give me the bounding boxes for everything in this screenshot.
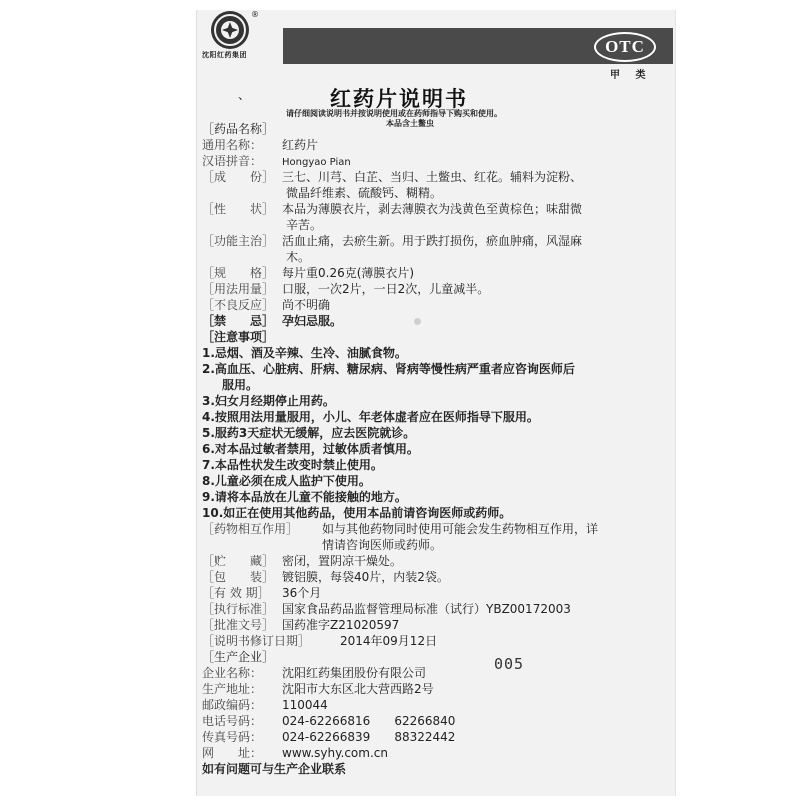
generic-name-label: 通用名称： bbox=[202, 138, 263, 152]
otc-badge: OTC bbox=[594, 32, 656, 62]
package-value: 镀铝膜，每袋40片，内装2袋。 bbox=[282, 570, 449, 584]
package-label: ［包 装］ bbox=[202, 570, 275, 584]
indications-label: ［功能主治］ bbox=[202, 234, 275, 248]
character-row bbox=[202, 202, 582, 217]
character-cont: 辛苦。 bbox=[286, 218, 323, 232]
approval-value: 国药准字Z21020597 bbox=[282, 618, 400, 632]
website-label: 网 址： bbox=[202, 746, 263, 760]
indications-row bbox=[202, 234, 582, 249]
dosage-value: 口服，一次2片，一日2次，儿童减半。 bbox=[282, 282, 490, 296]
precaution-item: 5.服药3天症状无缓解，应去医院就诊。 bbox=[202, 426, 416, 440]
standard-row bbox=[202, 602, 571, 617]
interaction-row bbox=[202, 522, 598, 537]
fax-label: 传真号码： bbox=[202, 730, 263, 744]
indications-value: 活血止痛，去瘀生新。用于跌打损伤，瘀血肿痛，风湿麻 bbox=[282, 234, 583, 248]
precaution-item: 7.本品性状发生改变时禁止使用。 bbox=[202, 458, 383, 472]
website-row bbox=[202, 746, 388, 761]
ingredients-row bbox=[202, 170, 582, 185]
precaution-item: 4.按照用法用量服用，小儿、年老体虚者应在医师指导下服用。 bbox=[202, 410, 539, 424]
specification-value: 每片重0.26克(薄膜衣片) bbox=[282, 266, 415, 280]
fax-value: 024-62266839 88322442 bbox=[282, 730, 456, 744]
precaution-item: 10.如正在使用其他药品，使用本品前请咨询医师或药师。 bbox=[202, 506, 512, 520]
contra-row bbox=[202, 314, 342, 329]
logo-emblem-icon bbox=[210, 10, 250, 50]
standard-value: 国家食品药品监督管理局标准（试行）YBZ00172003 bbox=[282, 602, 571, 616]
character-label: ［性 状］ bbox=[202, 202, 275, 216]
company-value: 沈阳红药集团股份有限公司 bbox=[282, 666, 427, 680]
footer-note: 如有问题可与生产企业联系 bbox=[202, 762, 347, 776]
handwritten-number: 005 bbox=[494, 655, 525, 673]
company-row bbox=[202, 666, 426, 681]
website-value: www.syhy.com.cn bbox=[282, 746, 388, 760]
validity-value: 36个月 bbox=[282, 586, 322, 600]
precaution-item: 1.忌烟、酒及辛辣、生冷、油腻食物。 bbox=[202, 346, 407, 360]
page-title: 红药片说明书 bbox=[330, 87, 468, 111]
subtitle-warning: 请仔细阅读说明书并按说明使用或在药师指导下购买和使用。 bbox=[286, 109, 502, 118]
address-row bbox=[202, 682, 434, 697]
generic-name-value: 红药片 bbox=[282, 138, 319, 152]
dosage-label: ［用法用量］ bbox=[202, 282, 275, 296]
ingredients-value: 三七、川芎、白芷、当归、土鳖虫、红花。辅料为淀粉、 bbox=[282, 170, 583, 184]
precautions-label: ［注意事项］ bbox=[202, 330, 275, 344]
revision-row bbox=[202, 634, 437, 649]
storage-value: 密闭，置阴凉干燥处。 bbox=[282, 554, 403, 568]
interaction-value: 如与其他药物同时使用可能会发生药物相互作用，详 bbox=[322, 522, 599, 536]
generic-name-row bbox=[202, 138, 318, 153]
character-value: 本品为薄膜衣片，剥去薄膜衣为浅黄色至黄棕色；味甜微 bbox=[282, 202, 583, 216]
phone-label: 电话号码： bbox=[202, 714, 263, 728]
precaution-item: 8.儿童必须在成人监护下使用。 bbox=[202, 474, 371, 488]
subtitle-contains: 本品含土鳖虫 bbox=[386, 119, 434, 128]
fax-row bbox=[202, 730, 455, 745]
ingredients-label: ［成 份］ bbox=[202, 170, 275, 184]
interaction-label: ［药物相互作用］ bbox=[202, 522, 299, 536]
precaution-item: 9.请将本品放在儿童不能接触的地方。 bbox=[202, 490, 407, 504]
registered-mark: ® bbox=[251, 10, 259, 19]
ingredients-cont: 微晶纤维素、硫酸钙、糊精。 bbox=[286, 186, 443, 200]
validity-row bbox=[202, 586, 321, 601]
postcode-value: 110044 bbox=[282, 698, 328, 712]
storage-row bbox=[202, 554, 402, 569]
pinyin-label: 汉语拼音： bbox=[202, 154, 263, 168]
phone-value: 024-62266816 62266840 bbox=[282, 714, 456, 728]
address-value: 沈阳市大东区北大营西路2号 bbox=[282, 682, 434, 696]
contra-value: 孕妇忌服。 bbox=[282, 314, 343, 328]
approval-row bbox=[202, 618, 399, 633]
validity-label: ［有 效 期］ bbox=[202, 586, 270, 600]
pinyin-value: Hongyao Pian bbox=[282, 157, 351, 168]
precaution-item: 6.对本品过敏者禁用，过敏体质者慎用。 bbox=[202, 442, 419, 456]
contra-label: ［禁 忌］ bbox=[202, 314, 275, 328]
otc-class: 甲 类 bbox=[610, 70, 652, 81]
precaution-item: 3.妇女月经期停止用药。 bbox=[202, 394, 335, 408]
specification-label: ［规 格］ bbox=[202, 266, 275, 280]
adverse-value: 尚不明确 bbox=[282, 298, 331, 312]
postcode-row bbox=[202, 698, 328, 713]
company-label: 企业名称： bbox=[202, 666, 263, 680]
precaution-item-cont: 服用。 bbox=[222, 378, 259, 392]
decorative-dot: 、 bbox=[238, 88, 251, 102]
indications-cont: 木。 bbox=[286, 250, 311, 264]
print-smudge bbox=[414, 318, 421, 325]
adverse-row bbox=[202, 298, 330, 313]
manufacturer-section: ［生产企业］ bbox=[202, 650, 275, 664]
interaction-cont: 情请咨询医师或药师。 bbox=[322, 538, 443, 552]
logo-text: 沈阳红药集团 bbox=[202, 51, 247, 59]
standard-label: ［执行标准］ bbox=[202, 602, 275, 616]
specification-row bbox=[202, 266, 414, 281]
phone-row bbox=[202, 714, 455, 729]
dosage-row bbox=[202, 282, 489, 297]
precaution-item: 2.高血压、心脏病、肝病、糖尿病、肾病等慢性病严重者应咨询医师后 bbox=[202, 362, 575, 376]
address-label: 生产地址： bbox=[202, 682, 263, 696]
postcode-label: 邮政编码： bbox=[202, 698, 263, 712]
package-row bbox=[202, 570, 449, 585]
approval-label: ［批准文号］ bbox=[202, 618, 275, 632]
revision-label: ［说明书修订日期］ bbox=[202, 634, 311, 648]
revision-value: 2014年09月12日 bbox=[340, 634, 438, 648]
adverse-label: ［不良反应］ bbox=[202, 298, 275, 312]
drug-name-section: ［药品名称］ bbox=[202, 122, 275, 136]
storage-label: ［贮 藏］ bbox=[202, 554, 275, 568]
pinyin-row bbox=[202, 154, 351, 170]
